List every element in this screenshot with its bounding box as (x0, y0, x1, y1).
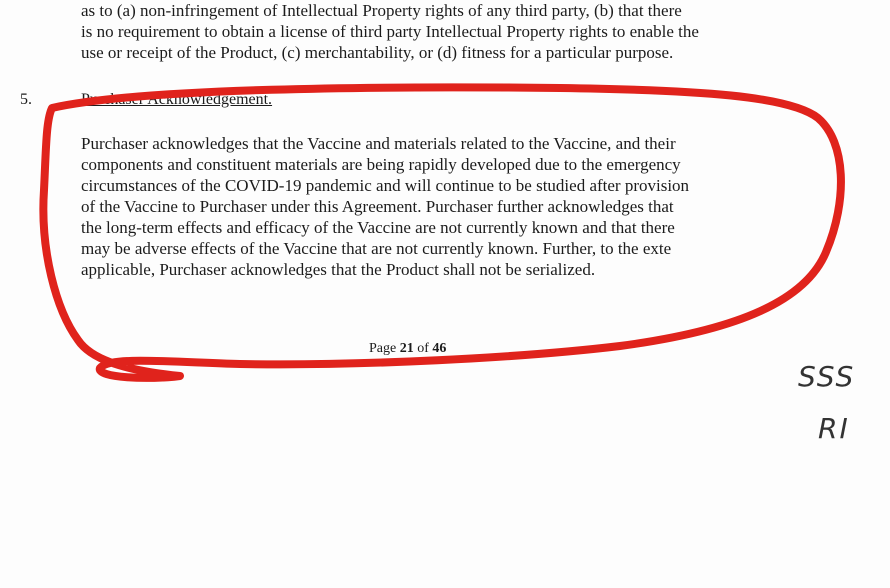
page-number-footer (369, 340, 446, 358)
handwritten-initials: SSS (798, 360, 856, 393)
section-heading: Purchaser Acknowledgement. (81, 91, 273, 108)
text-line: circumstances of the COVID-19 pandemic and will continue to be studied after provision (81, 176, 690, 195)
page-label: Page (369, 341, 397, 356)
text-line: of the Vaccine to Purchaser under this Agreement. Purchaser further acknowledges that (81, 197, 674, 216)
paragraph-purchaser-acknowledgement (81, 133, 811, 280)
handwritten-initials: RI (818, 412, 850, 445)
current-page-number: 21 (399, 341, 414, 356)
text-line: use or receipt of the Product, (c) merchantability, or (d) fitness for a particular purpose. (81, 43, 674, 62)
text-line: as to (a) non-infringement of Intellectual Property rights of any third party, (b) that there (81, 1, 682, 20)
text-line: is no requirement to obtain a license of third party Intellectual Property rights to enable the (81, 22, 699, 41)
text-line: Purchaser acknowledges that the Vaccine and materials related to the Vaccine, and their (81, 134, 676, 153)
paragraph-warranty-disclaimer (81, 0, 816, 63)
of-label: of (417, 341, 429, 356)
text-line: applicable, Purchaser acknowledges that the Product shall not be serialized. (81, 260, 596, 279)
section-number: 5. (20, 91, 32, 108)
total-pages-number: 46 (432, 341, 447, 356)
text-line: components and constituent materials are being rapidly developed due to the emergency (81, 155, 681, 174)
text-line: may be adverse effects of the Vaccine that are not currently known. Further, to the exte (81, 239, 672, 258)
text-line: the long-term effects and efficacy of the Vaccine are not currently known and that there (81, 218, 675, 237)
